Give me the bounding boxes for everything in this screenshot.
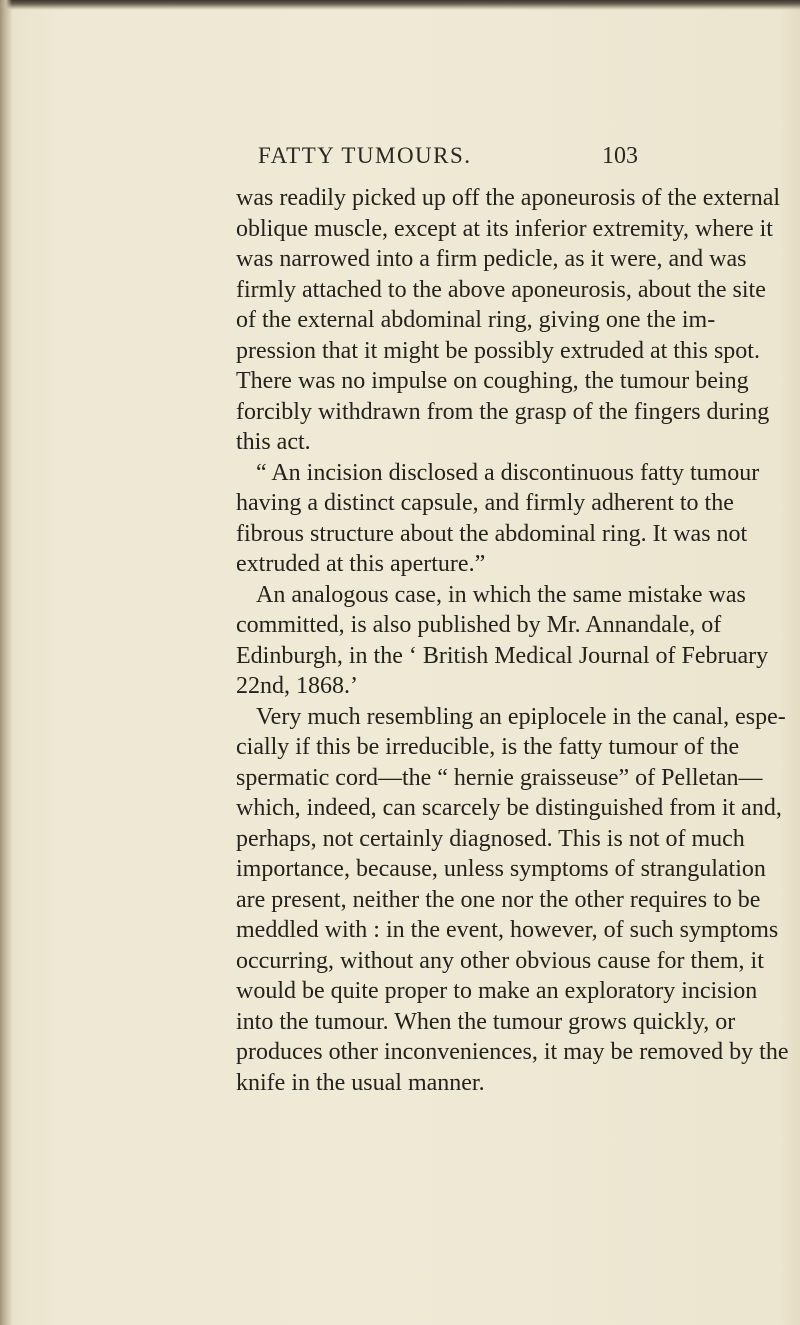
text-line: extruded at this aperture.” xyxy=(236,551,486,577)
page-left-edge xyxy=(0,0,12,1325)
text-line: would be quite proper to make an exploratory incision xyxy=(236,978,758,1004)
running-head xyxy=(0,143,800,173)
text-line: forcibly withdrawn from the grasp of the fingers during xyxy=(236,398,770,425)
text-line: committed, is also published by Mr. Annandale, of xyxy=(236,612,722,638)
text-line: “ An incision disclosed a discontinuous fatty tumour xyxy=(256,459,760,486)
text-line: oblique muscle, except at its inferior extremity, where it xyxy=(236,215,773,242)
text-line: knife in the usual manner. xyxy=(236,1069,485,1096)
text-line: into the tumour. When the tumour grows quickly, or xyxy=(236,1008,736,1035)
text-line: There was no impulse on coughing, the tumour being xyxy=(236,368,749,394)
text-line: produces other inconveniences, it may be removed by the xyxy=(236,1039,789,1065)
text-line: was readily picked up off the aponeurosis of the external xyxy=(236,185,781,211)
text-line: of the external abdominal ring, giving one the im- xyxy=(236,307,716,333)
text-line: having a distinct capsule, and firmly adherent to the xyxy=(236,490,734,516)
text-line: fibrous structure about the abdominal ring. It was not xyxy=(236,520,748,547)
text-line: Edinburgh, in the ‘ British Medical Journal of February xyxy=(236,642,769,669)
text-line: 22nd, 1868.’ xyxy=(236,673,358,699)
running-title: FATTY TUMOURS. xyxy=(258,143,472,168)
text-line: spermatic cord—the “ hernie graisseuse” of Pelletan— xyxy=(236,764,763,791)
text-line: are present, neither the one nor the other requires to be xyxy=(236,886,761,913)
text-line: firmly attached to the above aponeurosis, about the site xyxy=(236,276,766,303)
text-line: meddled with : in the event, however, of such symptoms xyxy=(236,917,779,943)
text-line: which, indeed, can scarcely be distinguished from it and, xyxy=(236,795,782,821)
text-line: Very much resembling an epiplocele in the canal, espe- xyxy=(256,703,786,730)
text-line: cially if this be irreducible, is the fatty tumour of the xyxy=(236,734,740,760)
text-line: this act. xyxy=(236,429,311,455)
text-line: perhaps, not certainly diagnosed. This is not of much xyxy=(236,825,745,852)
text-line: importance, because, unless symptoms of strangulation xyxy=(236,856,766,882)
text-line: occurring, without any other obvious cause for them, it xyxy=(236,947,764,974)
text-line: An analogous case, in which the same mistake was xyxy=(256,581,746,608)
body-text xyxy=(236,183,789,1098)
page-number: 103 xyxy=(602,143,638,169)
page-top-shadow xyxy=(0,0,800,10)
text-line: was narrowed into a firm pedicle, as it were, and was xyxy=(236,246,747,272)
text-line: pression that it might be possibly extruded at this spot. xyxy=(236,337,760,364)
